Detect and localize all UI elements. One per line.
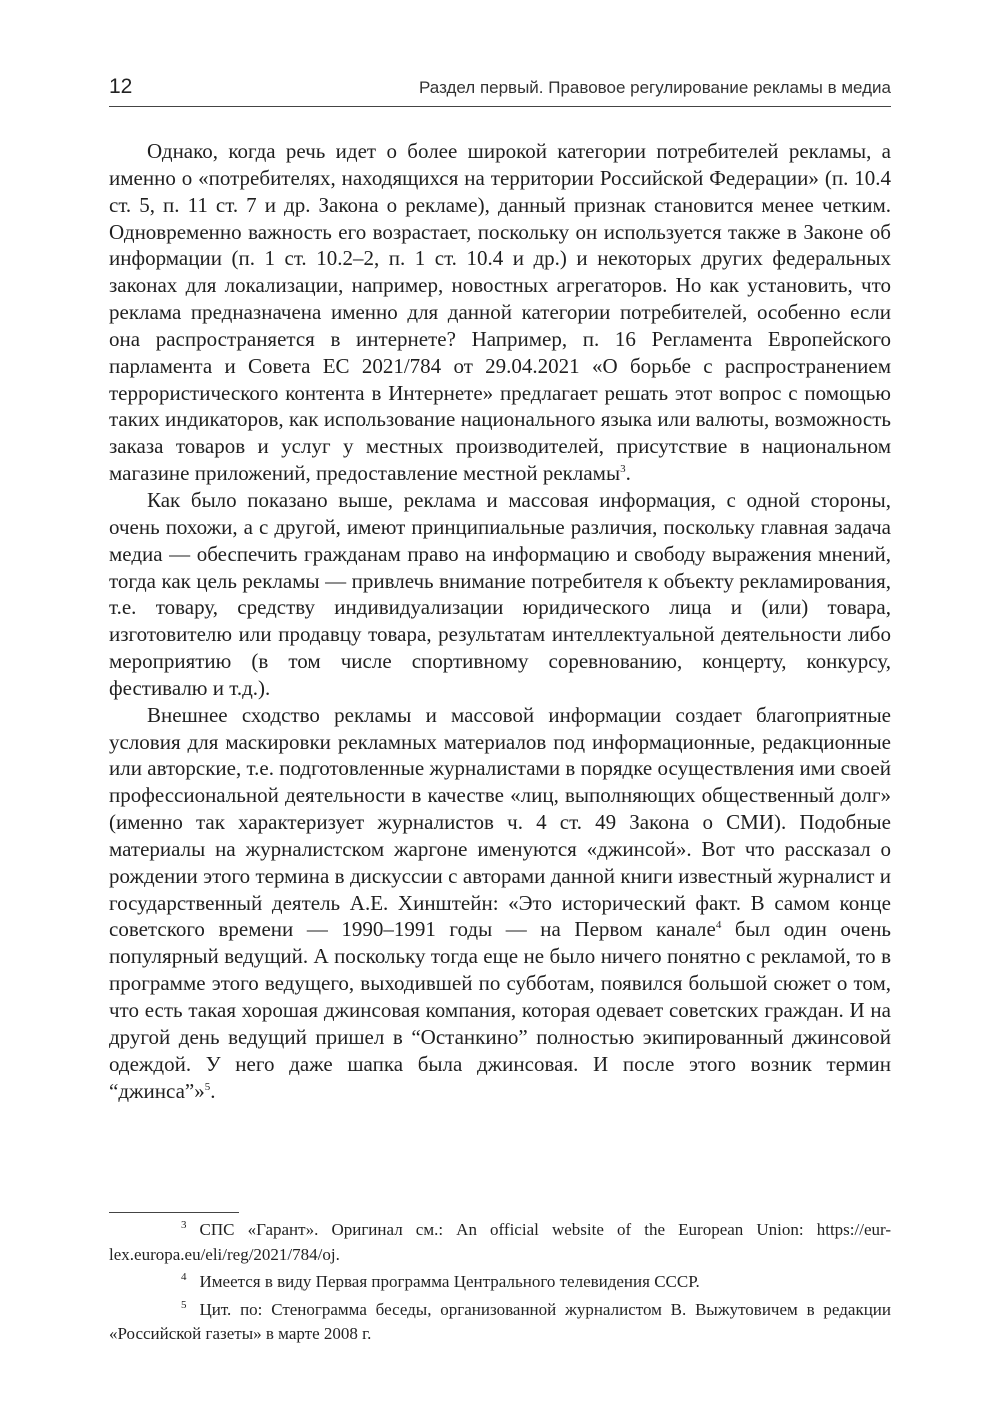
running-header: [109, 74, 891, 108]
paragraph-3-text-after-ref: был один очень популярный ведущий. А поскольку тогда еще не было ничего понятно с рекламой, то в программе этого ведущего, выходившей по субботам, появился большой сюжет о том, что есть такая хорошая джинсовая компания, которая одевает советских граждан. И на другой день ведущий пришел в “Останкино” полностью экипированный джинсовой одеждой. У него даже шапка была джинсовая. И после этого возник термин “джинса”»: [109, 917, 892, 1103]
footnote-text: СПС «Гарант». Оригинал см.: An official website of the European Union: https://eur-lex.europa.eu/eli/reg/2021/784/oj.: [109, 1220, 891, 1264]
paragraph-1: [109, 138, 891, 487]
footnote-3: 3 СПС «Гарант». Оригинал см.: An official website of the European Union: https://eur-lex.europa.eu/eli/reg/2021/784/oj.: [109, 1219, 891, 1264]
paragraph-3-tail: .: [210, 1078, 216, 1103]
header-rule: [109, 106, 891, 107]
footnote-text: Цит. по: Стенограмма беседы, организованной журналистом В. Выжутовичем в редакции «Российской газеты» в марте 2008 г.: [109, 1299, 891, 1343]
paragraph-3: [109, 702, 891, 1105]
footnote-4: 4 Имеется в виду Первая программа Центрального телевидения СССР.: [181, 1271, 700, 1291]
footnote-ref-5[interactable]: 5: [204, 1080, 211, 1093]
footnote-ref-3[interactable]: 3: [620, 463, 626, 476]
paragraph-1-text: Однако, когда речь идет о более широкой категории потребителей рекламы, а именно о «потребителях, находящихся на территории Российской Федерации» (п. 10.4 ст. 5, п. 11 ст. 7 и др. Закона о рекламе), данный признак становится менее четким. Одновременно важность его возрастает, поскольку он используется также в Законе об информации (п. 1 ст. 10.2–2, п. 1 ст. 10.4 и др.) и некоторых других федеральных законах для локализации, например, новостных агрегаторов. Но как установить, что реклама предназначена именно для данной категории потребителей, особенно если она распространяется в интернете? Например, п. 16 Регламента Европейского парламента и Совета ЕС 2021/784 от 29.04.2021 «О борьбе с распространением террористического контента в Интернете» предлагает решать этот вопрос с помощью таких индикаторов, как использование национального языка или валюты, возможность заказа товаров и услуг у местных производителей, присутствие в национальном магазине приложений, предоставление местной рекламы: [109, 139, 891, 486]
footnote-text: Имеется в виду Первая программа Центрального телевидения СССР.: [199, 1272, 700, 1291]
body-text: [109, 138, 891, 1104]
paragraph-2: [109, 487, 891, 702]
footnote-ref-4[interactable]: 4: [715, 919, 722, 932]
footnote-rule: [109, 1212, 239, 1213]
section-title: Раздел первый. Правовое регулирование рекламы в медиа: [419, 78, 891, 97]
footnotes: [109, 1218, 891, 1350]
paragraph-1-tail: .: [625, 461, 631, 486]
paragraph-3-text-before-ref: Внешнее сходство рекламы и массовой информации создает благоприятные условия для маскировки рекламных материалов под информационные, редакционные или авторские, т.е. подготовленные журналистами в порядке осуществления ими своей профессиональной деятельности в качестве «лиц, выполняющих общественный долг» (именно так характеризует журналистов ч. 4 ст. 49 Закона о СМИ). Подобные материалы на журналистском жаргоне именуются «джинсой». Вот что рассказал о рождении этого термина в дискуссии с авторами данной книги известный журналист и государственный деятель А.Е. Хинштейн: «Это исторический факт. В самом конце советского времени — 1990–1991 годы — на Первом канале: [109, 702, 891, 942]
paragraph-2-text: Как было показано выше, реклама и массовая информация, с одной стороны, очень похожи, а с другой, имеют принципиальные различия, поскольку главная задача медиа — обеспечить гражданам право на информацию и свободу выражения мнений, тогда как цель рекламы — привлечь внимание потребителя к объекту рекламирования, т.е. товару, средству индивидуализации юридического лица и (или) товара, изготовителю или продавцу товара, результатам интеллектуальной деятельности либо мероприятию (в том числе спортивному соревнованию, концерту, конкурсу, фестивалю и т.д.).: [109, 487, 891, 700]
footnote-5: 5 Цит. по: Стенограмма беседы, организованной журналистом В. Выжутовичем в редакции «Российской газеты» в марте 2008 г.: [109, 1298, 891, 1343]
page-number: 12: [109, 75, 133, 98]
